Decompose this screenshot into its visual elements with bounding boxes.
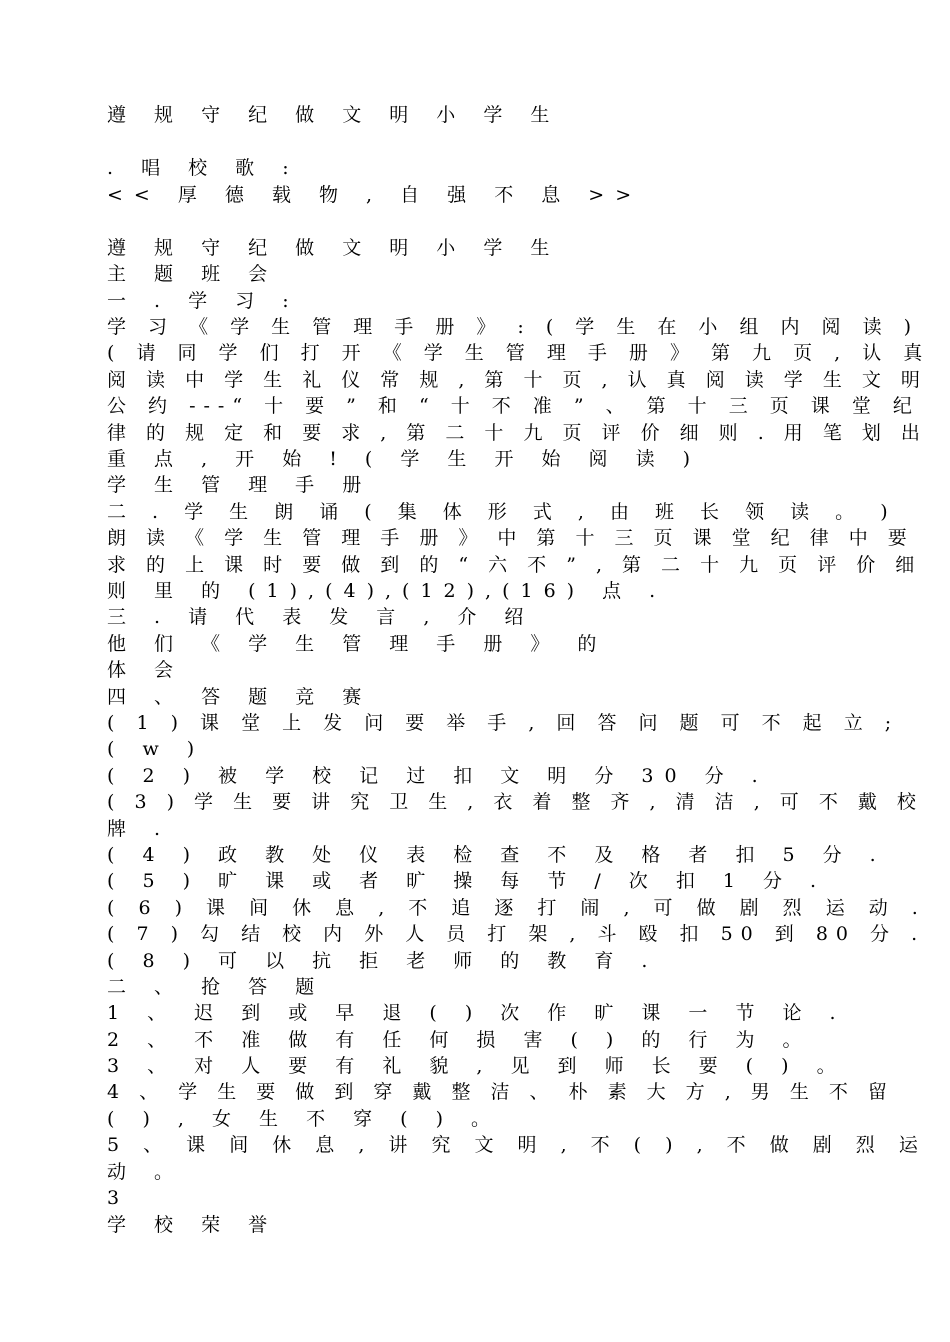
text-line: 2 、 不 准 做 有 任 何 损 害 ( ) 的 行 为 。 — [107, 1029, 813, 1051]
text-line: 一 . 学 习 : — [107, 290, 300, 312]
text-line: 牌 . — [107, 818, 172, 840]
text-line: 学 生 管 理 手 册 — [107, 474, 373, 496]
text-line: 阅 读 中 学 生 礼 仪 常 规 , 第 十 页 , 认 真 阅 读 学 生 文 明 — [107, 369, 927, 391]
page-number: 3 — [107, 1187, 131, 1209]
text-line: ( 8 ) 可 以 抗 拒 老 师 的 教 育 . — [107, 950, 659, 972]
text-line: 动 。 — [107, 1161, 185, 1183]
section-title: 遵 规 守 纪 做 文 明 小 学 生 — [107, 237, 561, 259]
text-line: 1 、 迟 到 或 早 退 ( ) 次 作 旷 课 一 节 论 . — [107, 1002, 847, 1024]
text-line: 朗 读 《 学 生 管 理 手 册 》 中 第 十 三 页 课 堂 纪 律 中 要 — [107, 527, 914, 549]
text-line: 三 . 请 代 表 发 言 , 介 绍 — [107, 606, 535, 628]
text-line: 公 约 ---“ 十 要 ” 和 “ 十 不 准 ” 、 第 十 三 页 课 堂 纪 — [107, 395, 920, 417]
text-line: 学 习 《 学 生 管 理 手 册 》 : ( 学 生 在 小 组 内 阅 读 ) — [107, 316, 920, 338]
text-line: ( 6 ) 课 间 休 息 , 不 追 逐 打 闹 , 可 做 剧 烈 运 动 . — [107, 897, 927, 919]
text-line: 律 的 规 定 和 要 求 , 第 二 十 九 页 评 价 细 则 . 用 笔 划 出 — [107, 422, 927, 444]
text-line: 二 . 学 生 朗 诵 ( 集 体 形 式 , 由 班 长 领 读 。 ) — [107, 501, 898, 523]
text-line: . 唱 校 歌 : — [107, 157, 300, 179]
text-line: 四 、 答 题 竞 赛 — [107, 686, 373, 708]
text-line: 求 的 上 课 时 要 做 到 的 “ 六 不 ” , 第 二 十 九 页 评 价 细 — [107, 554, 922, 576]
text-line: << 厚 德 载 物 , 自 强 不 息 >> — [107, 184, 643, 206]
text-line: 则 里 的 (1),(4),(12),(16) 点 . — [107, 580, 667, 602]
text-line: 他 们 《 学 生 管 理 手 册 》 的 — [107, 633, 608, 655]
text-line: 4 、 学 生 要 做 到 穿 戴 整 洁 、 朴 素 大 方 , 男 生 不 留 — [107, 1081, 894, 1103]
text-line: 体 会 — [107, 659, 185, 681]
text-line: 二 、 抢 答 题 — [107, 976, 326, 998]
text-line: ( 1 ) 课 堂 上 发 问 要 举 手 , 回 答 问 题 可 不 起 立 ; — [107, 712, 900, 734]
text-line: ( 2 ) 被 学 校 记 过 扣 文 明 分 30 分 . — [107, 765, 769, 787]
text-line: 重 点 , 开 始 ! ( 学 生 开 始 阅 读 ) — [107, 448, 702, 470]
text-line: ( 7 ) 勾 结 校 内 外 人 员 打 架 , 斗 殴 扣 50 到 80 分 . — [107, 923, 926, 945]
text-line: ( 4 ) 政 教 处 仪 表 检 查 不 及 格 者 扣 5 分 . — [107, 844, 887, 866]
text-line: ( 5 ) 旷 课 或 者 旷 操 每 节 / 次 扣 1 分 . — [107, 870, 828, 892]
text-line: 5 、 课 间 休 息 , 讲 究 文 明 , 不 ( ) , 不 做 剧 烈 运 — [107, 1134, 927, 1156]
text-line: ( 请 同 学 们 打 开 《 学 生 管 理 手 册 》 第 九 页 , 认 真 — [107, 342, 931, 364]
text-line: 学 校 荣 誉 — [107, 1214, 279, 1236]
text-line: ( ) , 女 生 不 穿 ( ) 。 — [107, 1108, 502, 1130]
text-line: 3 、 对 人 要 有 礼 貌 , 见 到 师 长 要 ( ) 。 — [107, 1055, 847, 1077]
document-title: 遵 规 守 纪 做 文 明 小 学 生 — [107, 104, 561, 126]
text-line: ( 3 ) 学 生 要 讲 究 卫 生 , 衣 着 整 齐 , 清 洁 , 可 不 戴 校 — [107, 791, 923, 813]
text-line: 主 题 班 会 — [107, 263, 279, 285]
text-line: ( w ) — [107, 738, 206, 760]
